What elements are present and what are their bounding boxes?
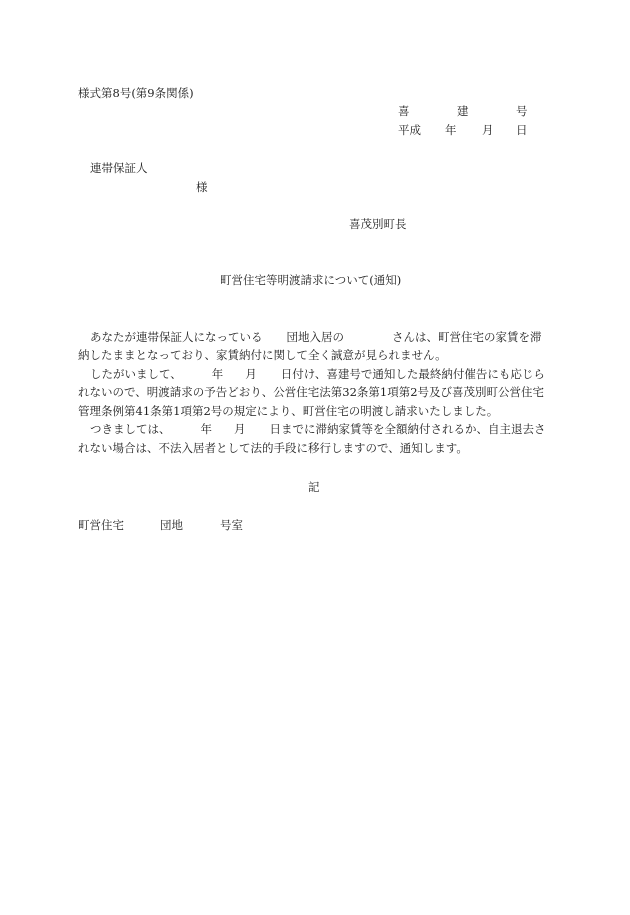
body-p1-text-a: あなたが連帯保証人になっている xyxy=(90,330,263,344)
body-p3-month: 月 xyxy=(234,422,246,436)
body-p3-text-b: 日までに滞納家賃等を全額納付されるか、自主退去さ xyxy=(269,422,546,436)
body-p1-text-b: 団地入居の xyxy=(286,330,344,344)
body-p2-line3: 管理条例第41条第1項第2号の規定により、町営住宅の明渡し請求いたしました。 xyxy=(78,404,499,418)
doc-number-suffix: 号 xyxy=(516,104,528,118)
body-p3-year: 年 xyxy=(200,422,212,436)
footer-complex: 団地 xyxy=(160,518,183,532)
footer-room: 号室 xyxy=(220,518,243,532)
doc-number-prefix: 喜 xyxy=(398,104,410,118)
document-title: 町営住宅等明渡請求について(通知) xyxy=(220,273,402,287)
addressee-honorific: 様 xyxy=(196,180,208,194)
body-p1-line2: 納したままとなっており、家賃納付に関して全く誠意が見られません。 xyxy=(78,348,447,362)
sender: 喜茂別町長 xyxy=(349,217,407,231)
body-p2-line1 xyxy=(90,366,545,382)
body-p1-line1 xyxy=(90,329,542,345)
body-p2-month: 月 xyxy=(245,367,257,381)
date-month: 月 xyxy=(482,123,494,137)
form-number: 様式第8号(第9条関係) xyxy=(78,86,194,100)
body-p2-text-b: 日付け、喜建号で通知した最終納付催告にも応じら xyxy=(280,367,545,381)
body-p2-text-a: したがいまして、 xyxy=(90,367,182,381)
ki-heading: 記 xyxy=(308,480,320,494)
doc-number-mid: 建 xyxy=(457,104,469,118)
body-p2-year: 年 xyxy=(211,367,224,381)
body-p2-line2: れないので、明渡請求の予告どおり、公営住宅法第32条第1項第2号及び喜茂別町公営住宅 xyxy=(78,385,545,399)
addressee-role: 連帯保証人 xyxy=(90,161,148,175)
footer-housing: 町営住宅 xyxy=(78,518,124,532)
body-p3-line2: れない場合は、不法入居者として法的手段に移行しますので、通知します。 xyxy=(78,441,468,455)
date-day: 日 xyxy=(516,123,528,137)
date-era: 平成 xyxy=(398,123,421,137)
date-year: 年 xyxy=(445,123,457,137)
body-p1-text-c: さんは、町営住宅の家賃を滞 xyxy=(392,330,542,344)
body-p3-text-a: つきましては、 xyxy=(90,422,171,436)
body-p3-line1 xyxy=(90,421,546,437)
